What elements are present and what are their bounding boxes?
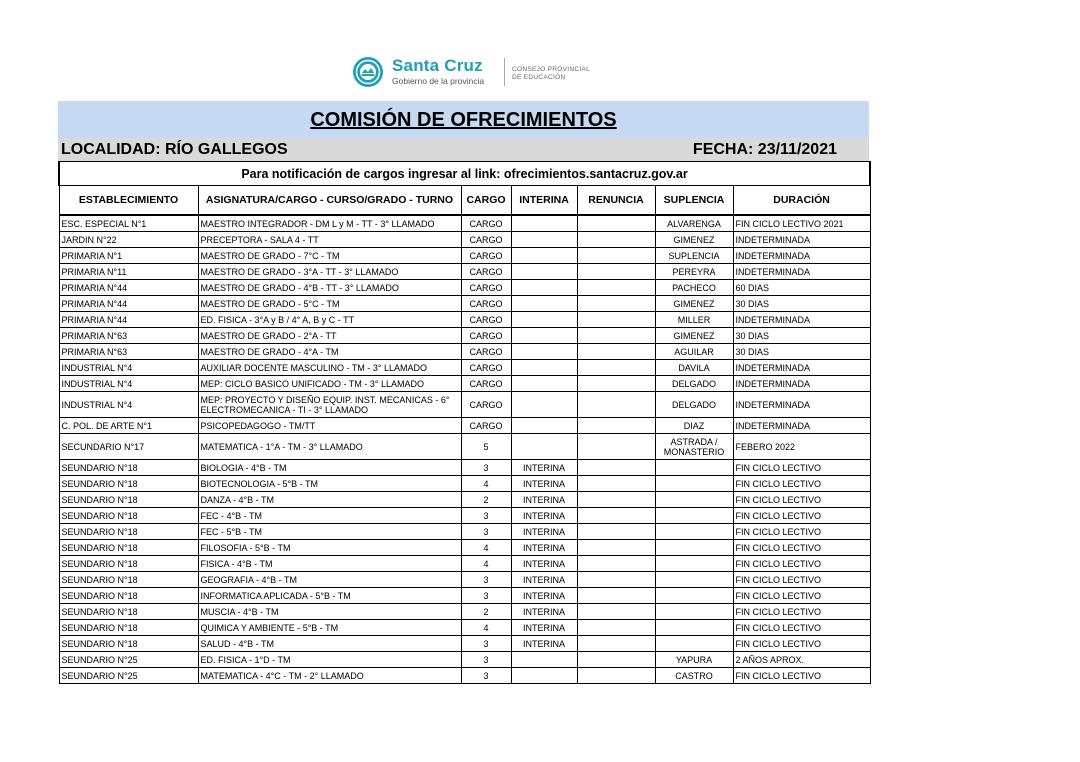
subject-cell: MUSCIA - 4°B - TM	[198, 604, 461, 620]
cargo-cell: CARGO	[461, 264, 511, 280]
table-row	[59, 312, 870, 328]
interina-cell	[511, 418, 577, 434]
duration-cell: FIN CICLO LECTIVO	[733, 556, 870, 572]
renuncia-cell	[577, 215, 655, 232]
cargo-cell: 2	[461, 492, 511, 508]
suplencia-cell: GIMENEZ	[655, 328, 733, 344]
establishment-cell: INDUSTRIAL N°4	[59, 360, 198, 376]
logo-council	[512, 66, 590, 81]
interina-cell	[511, 264, 577, 280]
subject-cell: PSICOPEDAGOGO - TM/TT	[198, 418, 461, 434]
cargo-cell: CARGO	[461, 312, 511, 328]
renuncia-cell	[577, 652, 655, 668]
establishment-cell: INDUSTRIAL N°4	[59, 392, 198, 418]
establishment-cell: C. POL. DE ARTE N°1	[59, 418, 198, 434]
suplencia-cell	[655, 476, 733, 492]
offers-table-body	[59, 215, 870, 684]
suplencia-cell	[655, 572, 733, 588]
subject-cell: DANZA - 4°B - TM	[198, 492, 461, 508]
suplencia-cell	[655, 620, 733, 636]
renuncia-cell	[577, 636, 655, 652]
suplencia-cell: SUPLENCIA	[655, 248, 733, 264]
renuncia-cell	[577, 312, 655, 328]
duration-cell: INDETERMINADA	[733, 418, 870, 434]
suplencia-cell	[655, 604, 733, 620]
renuncia-cell	[577, 524, 655, 540]
cargo-cell: 3	[461, 588, 511, 604]
interina-cell	[511, 344, 577, 360]
establishment-cell: PRIMARIA N°44	[59, 296, 198, 312]
column-header: INTERINA	[511, 186, 577, 216]
suplencia-cell: MILLER	[655, 312, 733, 328]
establishment-cell: SEUNDARIO N°18	[59, 524, 198, 540]
table-row	[59, 476, 870, 492]
cargo-cell: CARGO	[461, 215, 511, 232]
duration-cell: INDETERMINADA	[733, 376, 870, 392]
subject-cell: QUIMICA Y AMBIENTE - 5°B - TM	[198, 620, 461, 636]
cargo-cell: 2	[461, 604, 511, 620]
table-row	[59, 434, 870, 460]
interina-cell	[511, 652, 577, 668]
interina-cell: INTERINA	[511, 508, 577, 524]
cargo-cell: 3	[461, 524, 511, 540]
column-header: RENUNCIA	[577, 186, 655, 216]
subject-cell: BIOLOGIA - 4°B - TM	[198, 460, 461, 476]
subject-cell: ED. FISICA - 1°D - TM	[198, 652, 461, 668]
logo-subtitle: Gobierno de la provincia	[392, 76, 485, 86]
table-row	[59, 344, 870, 360]
interina-cell: INTERINA	[511, 604, 577, 620]
logo-name: Santa Cruz	[392, 56, 483, 75]
column-header: SUPLENCIA	[655, 186, 733, 216]
interina-cell	[511, 434, 577, 460]
interina-cell	[511, 392, 577, 418]
table-row	[59, 360, 870, 376]
table-row	[59, 636, 870, 652]
table-row	[59, 540, 870, 556]
notice-row	[59, 162, 870, 186]
meta-row	[58, 138, 869, 161]
subject-cell: FISICA - 4°B - TM	[198, 556, 461, 572]
cargo-cell: 3	[461, 668, 511, 684]
cargo-cell: CARGO	[461, 418, 511, 434]
renuncia-cell	[577, 572, 655, 588]
cargo-cell: CARGO	[461, 360, 511, 376]
council-line-1: CONSEJO PROVINCIAL	[512, 66, 590, 73]
suplencia-cell	[655, 508, 733, 524]
subject-cell: FEC - 5°B - TM	[198, 524, 461, 540]
suplencia-cell: DELGADO	[655, 376, 733, 392]
table-row	[59, 418, 870, 434]
column-header: ASIGNATURA/CARGO - CURSO/GRADO - TURNO	[198, 186, 461, 216]
interina-cell: INTERINA	[511, 588, 577, 604]
interina-cell	[511, 248, 577, 264]
duration-cell: FIN CICLO LECTIVO	[733, 636, 870, 652]
cargo-cell: 3	[461, 652, 511, 668]
renuncia-cell	[577, 492, 655, 508]
cargo-cell: CARGO	[461, 344, 511, 360]
duration-cell: 30 DIAS	[733, 328, 870, 344]
renuncia-cell	[577, 296, 655, 312]
duration-cell: INDETERMINADA	[733, 312, 870, 328]
renuncia-cell	[577, 344, 655, 360]
subject-cell: FILOSOFIA - 5°B - TM	[198, 540, 461, 556]
suplencia-cell: PEREYRA	[655, 264, 733, 280]
column-header: DURACIÓN	[733, 186, 870, 216]
cargo-cell: 3	[461, 460, 511, 476]
interina-cell	[511, 232, 577, 248]
interina-cell: INTERINA	[511, 540, 577, 556]
subject-cell: MAESTRO DE GRADO - 3°A - TT - 3° LLAMADO	[198, 264, 461, 280]
renuncia-cell	[577, 620, 655, 636]
cargo-cell: 3	[461, 508, 511, 524]
table-row	[59, 492, 870, 508]
subject-cell: MAESTRO DE GRADO - 4°A - TM	[198, 344, 461, 360]
subject-cell: INFORMATICA APLICADA - 5°B - TM	[198, 588, 461, 604]
establishment-cell: PRIMARIA N°1	[59, 248, 198, 264]
establishment-cell: PRIMARIA N°44	[59, 312, 198, 328]
duration-cell: FIN CICLO LECTIVO	[733, 540, 870, 556]
establishment-cell: PRIMARIA N°11	[59, 264, 198, 280]
establishment-cell: SEUNDARIO N°25	[59, 652, 198, 668]
subject-cell: BIOTECNOLOGIA - 5°B - TM	[198, 476, 461, 492]
establishment-cell: SEUNDARIO N°18	[59, 476, 198, 492]
suplencia-cell	[655, 540, 733, 556]
duration-cell: FIN CICLO LECTIVO	[733, 572, 870, 588]
interina-cell: INTERINA	[511, 556, 577, 572]
establishment-cell: SEUNDARIO N°18	[59, 540, 198, 556]
suplencia-cell: PACHECO	[655, 280, 733, 296]
renuncia-cell	[577, 328, 655, 344]
logo-divider	[504, 58, 505, 86]
suplencia-cell	[655, 492, 733, 508]
suplencia-cell	[655, 636, 733, 652]
establishment-cell: PRIMARIA N°63	[59, 328, 198, 344]
table-row	[59, 572, 870, 588]
duration-cell: INDETERMINADA	[733, 232, 870, 248]
table-row	[59, 668, 870, 684]
table-row	[59, 460, 870, 476]
subject-cell: MATEMATICA - 4°C - TM - 2° LLAMADO	[198, 668, 461, 684]
suplencia-cell	[655, 588, 733, 604]
subject-cell: ED. FISICA - 3°A y B / 4° A, B y C - TT	[198, 312, 461, 328]
table-row	[59, 524, 870, 540]
renuncia-cell	[577, 668, 655, 684]
suplencia-cell: DIAZ	[655, 418, 733, 434]
interina-cell: INTERINA	[511, 620, 577, 636]
table-row	[59, 248, 870, 264]
renuncia-cell	[577, 232, 655, 248]
interina-cell	[511, 360, 577, 376]
cargo-cell: 3	[461, 572, 511, 588]
table-row	[59, 280, 870, 296]
interina-cell	[511, 215, 577, 232]
establishment-cell: SEUNDARIO N°18	[59, 636, 198, 652]
duration-cell: 60 DIAS	[733, 280, 870, 296]
santa-cruz-logo	[352, 54, 612, 94]
duration-cell: FIN CICLO LECTIVO	[733, 524, 870, 540]
suplencia-cell	[655, 460, 733, 476]
establishment-cell: SEUNDARIO N°18	[59, 508, 198, 524]
duration-cell: INDETERMINADA	[733, 360, 870, 376]
duration-cell: FEBERO 2022	[733, 434, 870, 460]
table-row	[59, 604, 870, 620]
subject-cell: AUXILIAR DOCENTE MASCULINO - TM - 3° LLAMADO	[198, 360, 461, 376]
establishment-cell: SECUNDARIO N°17	[59, 434, 198, 460]
date-label: FECHA: 23/11/2021	[692, 141, 837, 158]
cargo-cell: CARGO	[461, 280, 511, 296]
table-row	[59, 264, 870, 280]
cargo-cell: CARGO	[461, 248, 511, 264]
duration-cell: FIN CICLO LECTIVO	[733, 492, 870, 508]
renuncia-cell	[577, 360, 655, 376]
table-row	[59, 588, 870, 604]
suplencia-cell	[655, 524, 733, 540]
interina-cell	[511, 328, 577, 344]
subject-cell: MAESTRO DE GRADO - 7°C - TM	[198, 248, 461, 264]
interina-cell	[511, 312, 577, 328]
renuncia-cell	[577, 248, 655, 264]
renuncia-cell	[577, 508, 655, 524]
renuncia-cell	[577, 434, 655, 460]
column-header: ESTABLECIMIENTO	[59, 186, 198, 216]
suplencia-cell: ASTRADA / MONASTERIO	[655, 434, 733, 460]
table-row	[59, 215, 870, 232]
renuncia-cell	[577, 280, 655, 296]
renuncia-cell	[577, 264, 655, 280]
table-row	[59, 652, 870, 668]
duration-cell: 30 DIAS	[733, 344, 870, 360]
suplencia-cell: CASTRO	[655, 668, 733, 684]
establishment-cell: SEUNDARIO N°18	[59, 460, 198, 476]
cargo-cell: 5	[461, 434, 511, 460]
suplencia-cell: ALVARENGA	[655, 215, 733, 232]
table-row	[59, 232, 870, 248]
cargo-cell: CARGO	[461, 296, 511, 312]
cargo-cell: 4	[461, 620, 511, 636]
duration-cell: FIN CICLO LECTIVO	[733, 476, 870, 492]
renuncia-cell	[577, 588, 655, 604]
interina-cell: INTERINA	[511, 492, 577, 508]
duration-cell: INDETERMINADA	[733, 392, 870, 418]
duration-cell: INDETERMINADA	[733, 264, 870, 280]
renuncia-cell	[577, 418, 655, 434]
establishment-cell: SEUNDARIO N°18	[59, 588, 198, 604]
renuncia-cell	[577, 476, 655, 492]
locality-label: LOCALIDAD: RÍO GALLEGOS	[61, 141, 288, 158]
cargo-cell: CARGO	[461, 328, 511, 344]
duration-cell: 30 DIAS	[733, 296, 870, 312]
duration-cell: FIN CICLO LECTIVO 2021	[733, 215, 870, 232]
subject-cell: MAESTRO DE GRADO - 5°C - TM	[198, 296, 461, 312]
interina-cell: INTERINA	[511, 524, 577, 540]
subject-cell: MAESTRO DE GRADO - 2°A - TT	[198, 328, 461, 344]
table-row	[59, 556, 870, 572]
table-row	[59, 376, 870, 392]
renuncia-cell	[577, 540, 655, 556]
suplencia-cell: GIMENEZ	[655, 232, 733, 248]
duration-cell: FIN CICLO LECTIVO	[733, 604, 870, 620]
renuncia-cell	[577, 556, 655, 572]
suplencia-cell: AGUILAR	[655, 344, 733, 360]
interina-cell	[511, 668, 577, 684]
document-header	[58, 101, 869, 161]
table-row	[59, 328, 870, 344]
interina-cell	[511, 280, 577, 296]
interina-cell	[511, 376, 577, 392]
cargo-cell: 4	[461, 540, 511, 556]
interina-cell: INTERINA	[511, 476, 577, 492]
subject-cell: MATEMATICA - 1°A - TM - 3° LLAMADO	[198, 434, 461, 460]
renuncia-cell	[577, 392, 655, 418]
establishment-cell: SEUNDARIO N°18	[59, 556, 198, 572]
subject-cell: SALUD - 4°B - TM	[198, 636, 461, 652]
cargo-cell: 4	[461, 556, 511, 572]
suplencia-cell: DAVILA	[655, 360, 733, 376]
table-row	[59, 620, 870, 636]
table-row	[59, 508, 870, 524]
offers-table	[58, 161, 871, 684]
renuncia-cell	[577, 376, 655, 392]
cargo-cell: 4	[461, 476, 511, 492]
establishment-cell: PRIMARIA N°63	[59, 344, 198, 360]
table-row	[59, 392, 870, 418]
notice-link-text: Para notificación de cargos ingresar al link: ofrecimientos.santacruz.gov.ar	[59, 162, 870, 186]
subject-cell: GEOGRAFIA - 4°B - TM	[198, 572, 461, 588]
renuncia-cell	[577, 460, 655, 476]
interina-cell: INTERINA	[511, 636, 577, 652]
establishment-cell: SEUNDARIO N°18	[59, 572, 198, 588]
subject-cell: FEC - 4°B - TM	[198, 508, 461, 524]
table-row	[59, 296, 870, 312]
establishment-cell: PRIMARIA N°44	[59, 280, 198, 296]
subject-cell: MEP: CICLO BASICO UNIFICADO - TM - 3° LLAMADO	[198, 376, 461, 392]
interina-cell	[511, 296, 577, 312]
establishment-cell: JARDIN N°22	[59, 232, 198, 248]
establishment-cell: SEUNDARIO N°18	[59, 620, 198, 636]
provincial-seal-icon	[352, 56, 384, 88]
renuncia-cell	[577, 604, 655, 620]
interina-cell: INTERINA	[511, 460, 577, 476]
establishment-cell: SEUNDARIO N°18	[59, 604, 198, 620]
suplencia-cell	[655, 556, 733, 572]
suplencia-cell: DELGADO	[655, 392, 733, 418]
cargo-cell: CARGO	[461, 376, 511, 392]
duration-cell: FIN CICLO LECTIVO	[733, 668, 870, 684]
establishment-cell: INDUSTRIAL N°4	[59, 376, 198, 392]
subject-cell: MAESTRO INTEGRADOR - DM L y M - TT - 3° LLAMADO	[198, 215, 461, 232]
duration-cell: FIN CICLO LECTIVO	[733, 460, 870, 476]
suplencia-cell: GIMENEZ	[655, 296, 733, 312]
table-header-row	[59, 186, 870, 216]
cargo-cell: CARGO	[461, 392, 511, 418]
council-line-2: DE EDUCACIÓN	[512, 73, 566, 81]
duration-cell: INDETERMINADA	[733, 248, 870, 264]
subject-cell: MEP: PROYECTO Y DISEÑO EQUIP. INST. MECANICAS - 6° ELECTROMECANICA - TI - 3° LLAMADO	[198, 392, 461, 418]
subject-cell: PRECEPTORA - SALA 4 - TT	[198, 232, 461, 248]
establishment-cell: SEUNDARIO N°25	[59, 668, 198, 684]
establishment-cell: SEUNDARIO N°18	[59, 492, 198, 508]
cargo-cell: 3	[461, 636, 511, 652]
duration-cell: FIN CICLO LECTIVO	[733, 620, 870, 636]
subject-cell: MAESTRO DE GRADO - 4°B - TT - 3° LLAMADO	[198, 280, 461, 296]
suplencia-cell: YAPURA	[655, 652, 733, 668]
interina-cell: INTERINA	[511, 572, 577, 588]
duration-cell: 2 AÑOS APROX.	[733, 652, 870, 668]
column-header: CARGO	[461, 186, 511, 216]
duration-cell: FIN CICLO LECTIVO	[733, 508, 870, 524]
establishment-cell: ESC. ESPECIAL N°1	[59, 215, 198, 232]
page-title: COMISIÓN DE OFRECIMIENTOS	[58, 101, 869, 138]
duration-cell: FIN CICLO LECTIVO	[733, 588, 870, 604]
cargo-cell: CARGO	[461, 232, 511, 248]
